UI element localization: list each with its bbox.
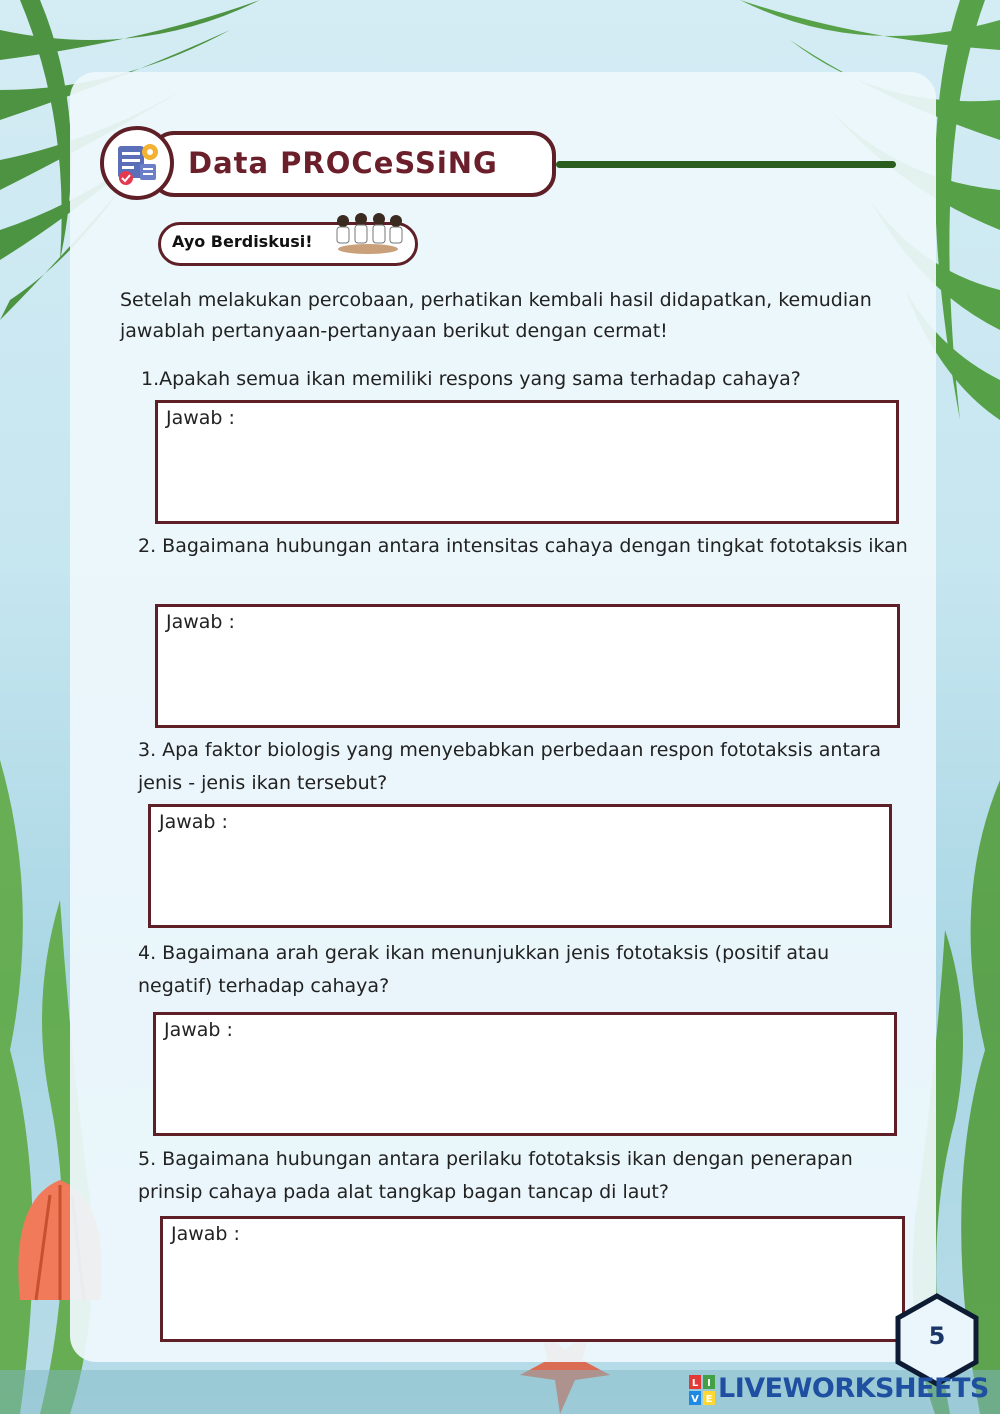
header-icon-circle	[100, 126, 174, 200]
svg-text:L: L	[691, 1378, 699, 1389]
answer-box-2[interactable]	[155, 604, 900, 728]
page-number: 5	[928, 1322, 946, 1350]
liveworksheets-logo-icon	[688, 1374, 716, 1406]
header-divider	[556, 161, 896, 168]
checklist-gear-icon	[104, 130, 170, 196]
answer-label-3: Jawab :	[159, 811, 228, 833]
svg-text:E: E	[705, 1394, 713, 1405]
liveworksheets-logo[interactable]	[688, 1370, 988, 1410]
answer-box-4[interactable]	[153, 1012, 897, 1136]
question-2: 2. Bagaimana hubungan antara intensitas cahaya dengan tingkat fototaksis ikan	[138, 535, 908, 557]
answer-box-3[interactable]	[148, 804, 892, 928]
answer-input-1[interactable]	[166, 439, 888, 515]
intro-text: Setelah melakukan percobaan, perhatikan kembali hasil didapatkan, kemudian jawablah pertanyaan-pertanyaan berikut dengan cermat!	[120, 289, 872, 342]
answer-input-3[interactable]	[159, 843, 881, 919]
answer-label-2: Jawab :	[166, 611, 235, 633]
liveworksheets-brand-text: LIVEWORKSHEETS	[718, 1373, 989, 1404]
answer-label-1: Jawab :	[166, 407, 235, 429]
question-1: 1.Apakah semua ikan memiliki respons yang sama terhadap cahaya?	[141, 368, 801, 390]
answer-input-5[interactable]	[171, 1255, 894, 1333]
answer-box-1[interactable]	[155, 400, 899, 524]
svg-text:V: V	[691, 1394, 699, 1405]
discussion-label: Ayo Berdiskusi!	[172, 232, 313, 251]
svg-text:I: I	[707, 1378, 711, 1389]
students-discussing-icon	[323, 211, 413, 255]
page-title: Data PROCeSSiNG	[188, 146, 498, 180]
answer-label-4: Jawab :	[164, 1019, 233, 1041]
question-3: 3. Apa faktor biologis yang menyebabkan perbedaan respon fototaksis antara jenis - jenis ikan tersebut?	[138, 739, 881, 794]
answer-input-2[interactable]	[166, 643, 889, 719]
question-5: 5. Bagaimana hubungan antara perilaku fototaksis ikan dengan penerapan prinsip cahaya pada alat tangkap bagan tancap di laut?	[138, 1148, 853, 1203]
answer-box-5[interactable]	[160, 1216, 905, 1342]
question-4: 4. Bagaimana arah gerak ikan menunjukkan jenis fototaksis (positif atau negatif) terhadap cahaya?	[138, 942, 830, 997]
answer-label-5: Jawab :	[171, 1223, 240, 1245]
answer-input-4[interactable]	[164, 1051, 886, 1127]
